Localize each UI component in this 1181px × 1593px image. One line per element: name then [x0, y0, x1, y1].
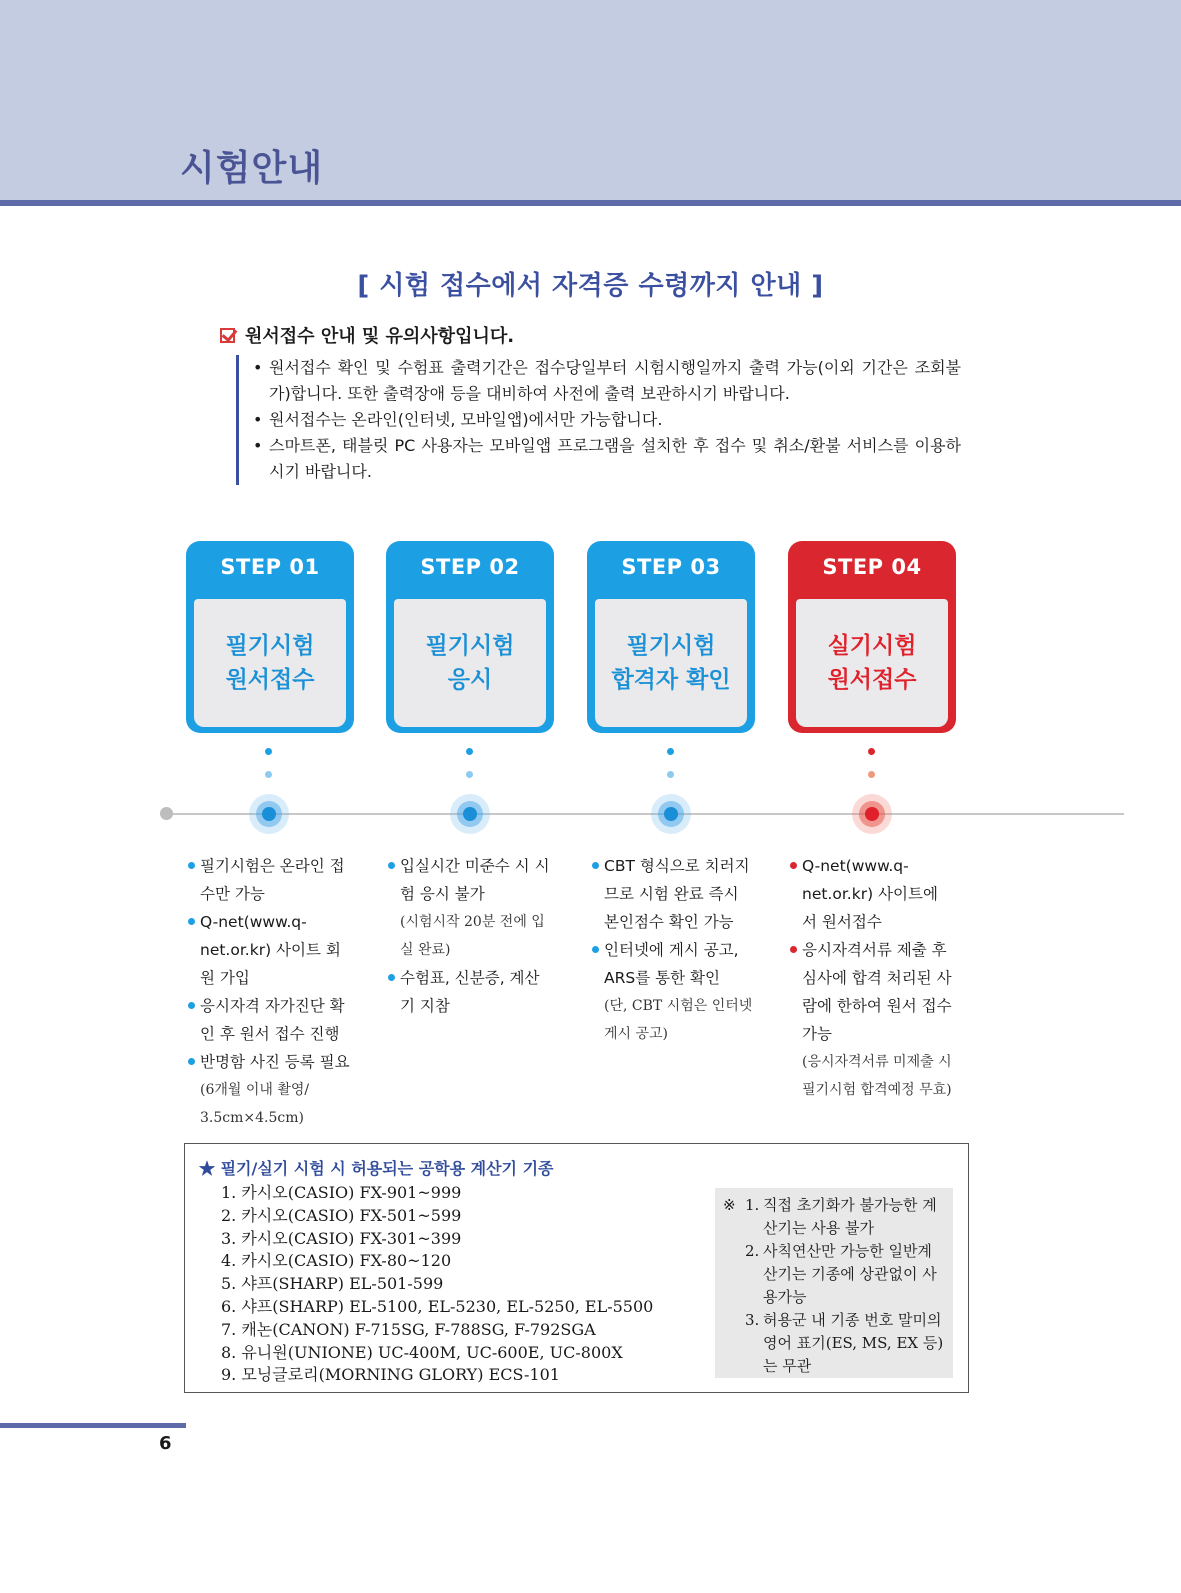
detail-item: 인터넷에 게시 공고, ARS를 통한 확인 [592, 936, 754, 992]
calculator-list [221, 1182, 653, 1387]
step-card-02 [386, 541, 554, 733]
detail-item: CBT 형식으로 치러지므로 시험 완료 즉시 본인점수 확인 가능 [592, 852, 754, 936]
step-line2: 원서접수 [827, 667, 917, 693]
calculator-notes [715, 1188, 953, 1378]
connector-dot [868, 771, 875, 778]
timeline-node [450, 794, 490, 834]
page-number: 6 [159, 1433, 172, 1454]
calculator-item: 3. 카시오(CASIO) FX-301~399 [221, 1228, 462, 1248]
timeline-start-dot [160, 807, 173, 820]
step-content [595, 599, 747, 727]
note-item [723, 1194, 945, 1240]
note-text: 허용군 내 기종 번호 말미의 영어 표기(ES, MS, EX 등)는 무관 [763, 1311, 944, 1375]
notice-item: • 스마트폰, 태블릿 PC 사용자는 모바일앱 프로그램을 설치한 후 접수 및 취소/환불 서비스를 이용하시기 바랍니다. [253, 433, 961, 485]
detail-item: 응시자격서류 제출 후 심사에 합격 처리된 사람에 한하여 원서 접수 가능 [790, 936, 952, 1048]
page-title: 시험안내 [180, 148, 324, 189]
calculator-item: 6. 샤프(SHARP) EL-5100, EL-5230, EL-5250, EL-5500 [221, 1296, 654, 1316]
step-label: STEP 02 [420, 555, 520, 579]
step-line1: 필기시험 [626, 633, 716, 659]
detail-item: 입실시간 미준수 시 시험 응시 불가 [388, 852, 550, 908]
calculator-item: 2. 카시오(CASIO) FX-501~599 [221, 1205, 462, 1225]
header-rule [0, 200, 1181, 206]
detail-item: Q-net(www.q-net.or.kr) 사이트 회원 가입 [188, 908, 350, 992]
step-label: STEP 01 [220, 555, 320, 579]
notice-item: • 원서접수 확인 및 수험표 출력기간은 접수당일부터 시험시행일까지 출력 가능(이외 기간은 조회불가)합니다. 또한 출력장애 등을 대비하여 사전에 출력 보관하시기 바랍니다. [253, 355, 961, 407]
step-details-03 [592, 852, 754, 1048]
connector-dot [265, 771, 272, 778]
connector-dot [466, 748, 473, 755]
calculator-item: 4. 카시오(CASIO) FX-80~120 [221, 1251, 452, 1271]
timeline-node [651, 794, 691, 834]
note-mark: ※ [723, 1196, 736, 1214]
notice-heading-text: 원서접수 안내 및 유의사항입니다. [245, 326, 515, 347]
step-label: STEP 03 [621, 555, 721, 579]
note-item [723, 1309, 945, 1378]
note-number: 3. [745, 1311, 760, 1329]
connector-dot [667, 748, 674, 755]
calculator-item: 5. 샤프(SHARP) EL-501-599 [221, 1274, 444, 1294]
detail-item: 응시자격 자가진단 확인 후 원서 접수 진행 [188, 992, 350, 1048]
detail-note: (단, CBT 시험은 인터넷 게시 공고) [604, 998, 753, 1042]
detail-note: (시험시작 20분 전에 입실 완료) [400, 914, 545, 958]
detail-note: (6개월 이내 촬영/ 3.5cm×4.5cm) [200, 1082, 310, 1126]
footer-rule [0, 1423, 186, 1428]
calculator-item: 9. 모닝글로리(MORNING GLORY) ECS-101 [221, 1365, 560, 1385]
timeline-line [166, 813, 1124, 815]
notice-item: • 원서접수는 온라인(인터넷, 모바일앱)에서만 가능합니다. [253, 407, 961, 433]
step-line1: 필기시험 [425, 633, 515, 659]
step-details-04 [790, 852, 952, 1104]
header-band [0, 0, 1181, 200]
detail-item: 반명함 사진 등록 필요 [188, 1048, 350, 1076]
detail-item: Q-net(www.q-net.or.kr) 사이트에서 원서접수 [790, 852, 952, 936]
note-number: 2. [745, 1242, 760, 1260]
step-line2: 응시 [447, 667, 493, 693]
step-line2: 합격자 확인 [611, 667, 731, 693]
connector-dot [667, 771, 674, 778]
step-card-01 [186, 541, 354, 733]
notice-heading [220, 322, 514, 348]
notice-list [236, 355, 961, 485]
detail-note: (응시자격서류 미제출 시 필기시험 합격예정 무효) [802, 1054, 952, 1098]
calculator-box [184, 1143, 969, 1393]
step-line1: 실기시험 [827, 633, 917, 659]
step-details-02 [388, 852, 550, 1020]
calculator-item: 7. 캐논(CANON) F-715SG, F-788SG, F-792SGA [221, 1319, 596, 1339]
note-number: 1. [745, 1196, 760, 1214]
note-text: 직접 초기화가 불가능한 계산기는 사용 불가 [763, 1196, 937, 1237]
detail-item: 필기시험은 온라인 접수만 가능 [188, 852, 350, 908]
checkbox-checked-icon [220, 328, 235, 343]
note-item [723, 1240, 945, 1309]
step-content [796, 599, 948, 727]
step-label: STEP 04 [822, 555, 922, 579]
connector-dot [466, 771, 473, 778]
connector-dot [265, 748, 272, 755]
calculator-title: ★ 필기/실기 시험 시 허용되는 공학용 계산기 기종 [199, 1159, 554, 1178]
step-line1: 필기시험 [225, 633, 315, 659]
step-card-03 [587, 541, 755, 733]
section-title: [ 시험 접수에서 자격증 수령까지 안내 ] [357, 271, 824, 301]
calculator-item: 1. 카시오(CASIO) FX-901~999 [221, 1183, 462, 1202]
step-line2: 원서접수 [225, 667, 315, 693]
note-text: 사칙연산만 가능한 일반계산기는 기종에 상관없이 사용가능 [763, 1242, 937, 1306]
step-card-04 [788, 541, 956, 733]
connector-dot [868, 748, 875, 755]
step-details-01 [188, 852, 350, 1132]
timeline-node [249, 794, 289, 834]
step-content [394, 599, 546, 727]
calculator-item: 8. 유니원(UNIONE) UC-400M, UC-600E, UC-800X [221, 1342, 623, 1362]
timeline-node [852, 794, 892, 834]
detail-item: 수험표, 신분증, 계산기 지참 [388, 964, 550, 1020]
step-content [194, 599, 346, 727]
